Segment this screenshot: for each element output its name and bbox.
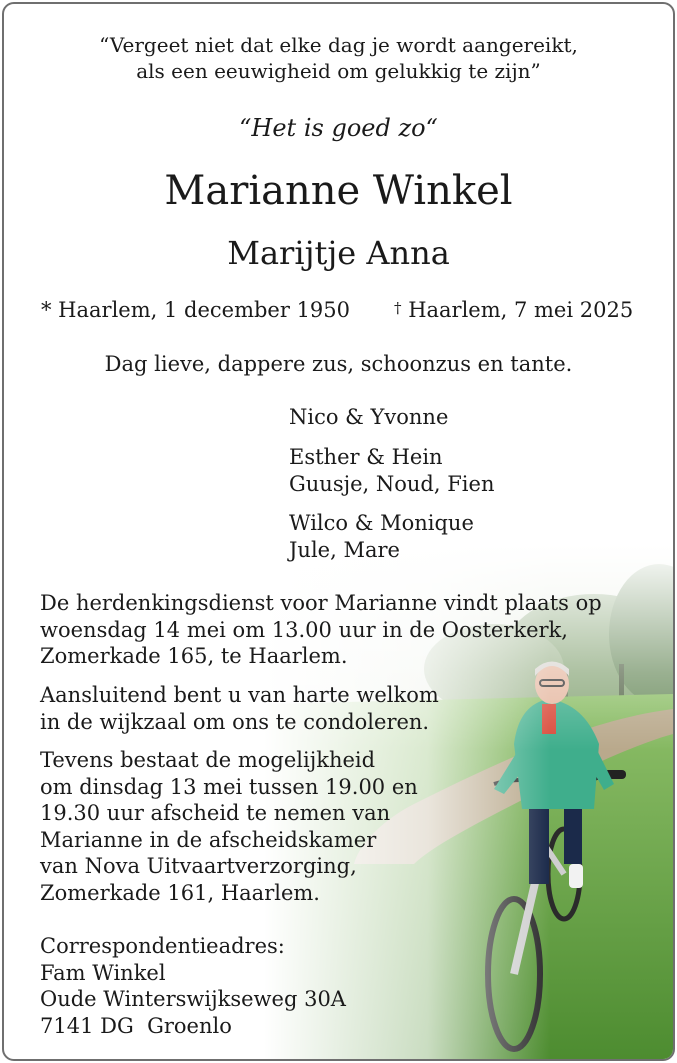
- family-line: Nico & Yvonne: [289, 405, 449, 429]
- quote-line-1: “Vergeet niet dat elke dag je wordt aangereikt,: [99, 33, 578, 57]
- service-line: woensdag 14 mei om 13.00 uur in de Oosterkerk,: [40, 617, 568, 642]
- family-line: Esther & Hein: [289, 445, 443, 469]
- correspondence-label: Correspondentieadres:: [40, 934, 285, 958]
- viewing-line: om dinsdag 13 mei tussen 19.00 en: [40, 774, 418, 799]
- service-line: Zomerkade 165, te Haarlem.: [40, 644, 348, 668]
- viewing-line: Marianne in de afscheidskamer: [40, 827, 377, 852]
- family-line: Guusje, Noud, Fien: [289, 471, 495, 496]
- viewing-paragraph: [40, 747, 418, 906]
- correspondence-name: Fam Winkel: [40, 960, 166, 985]
- given-names: Marijtje Anna: [227, 234, 450, 272]
- reception-line: Aansluitend bent u van harte welkom: [40, 683, 439, 707]
- correspondence-street: Oude Winterswijkseweg 30A: [40, 987, 346, 1011]
- correspondence-address: [40, 933, 346, 1039]
- birth-date: * Haarlem, 1 december 1950: [41, 298, 351, 322]
- service-line: De herdenkingsdienst voor Marianne vindt plaats op: [40, 591, 602, 615]
- cross-symbol: †: [394, 299, 402, 317]
- correspondence-city: 7141 DG Groenlo: [40, 1013, 232, 1038]
- deceased-name: Marianne Winkel: [164, 168, 513, 214]
- quote-line-2: als een eeuwigheid om gelukkig te zijn”: [136, 59, 541, 83]
- family-line: Jule, Mare: [289, 537, 400, 562]
- viewing-line: Tevens bestaat de mogelijkheid: [40, 748, 376, 772]
- service-paragraph: [40, 590, 640, 670]
- viewing-line: van Nova Uitvaartverzorging,: [40, 854, 357, 878]
- obituary-card: [2, 2, 675, 1061]
- family-group: [289, 444, 494, 497]
- family-line: Wilco & Monique: [289, 511, 474, 535]
- reception-paragraph: [40, 682, 439, 735]
- family-group: [289, 510, 474, 563]
- death-date: [394, 298, 633, 322]
- motto: “Het is goed zo“: [239, 114, 438, 142]
- viewing-line: Zomerkade 161, Haarlem.: [40, 880, 320, 905]
- viewing-line: 19.30 uur afscheid te nemen van: [40, 801, 391, 825]
- farewell-message: Dag lieve, dappere zus, schoonzus en tante.: [104, 352, 573, 376]
- family-group: [289, 404, 448, 431]
- reception-line: in de wijkzaal om ons te condoleren.: [40, 709, 430, 734]
- death-date-text: Haarlem, 7 mei 2025: [408, 298, 634, 322]
